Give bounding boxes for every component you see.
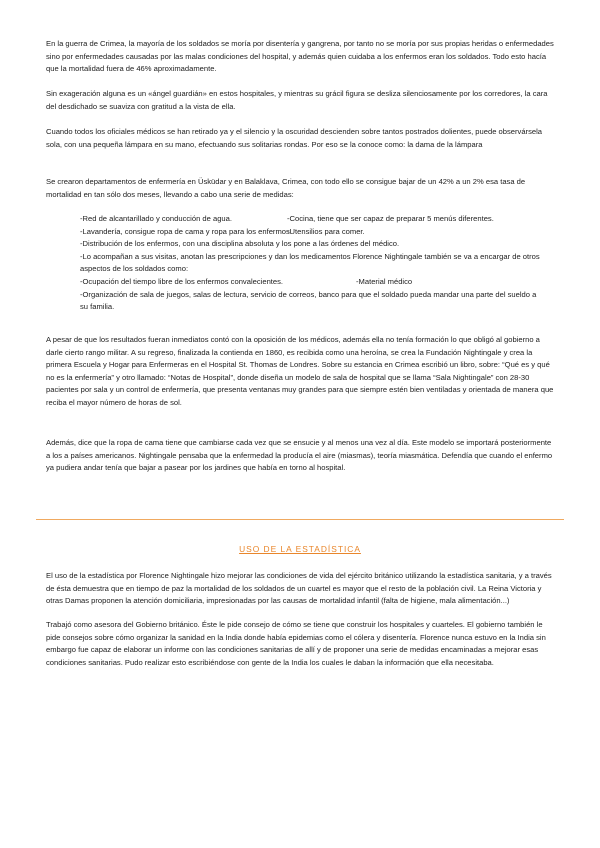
paragraph-opposition-return: A pesar de que los resultados fueran inmediatos contó con la oposición de los médicos, además ella no tenía formación lo que obligó al gobierno a darle cierto rango militar. A su regreso, finalizada la contienda en 1860, es recibida como una heroína, se crea la Fundación Nightingale y crea la primera Escuela y Hogar para Enfermeras en el Hospital St. Thomas de Londres. Sobre su estancia en Crimea escribió un libro, sobre: “Qué es y qué no es la enfermería” y otro llamado: “Notas de Hospital”, donde diseña un modelo de sala de hospital que se llama “Sala Nightingale” con 28-30 pacientes por sala y un control de enfermería, que presenta ventanas muy grandes para que siempre estén bien ventiladas y orientada de manera que reciba el mayor número de horas de sol. xyxy=(46,335,554,407)
measure-recreation: -Organización de sala de juegos, salas de lectura, servicio de correos, banco para que el soldado pueda mandar una parte del sueldo a su familia. xyxy=(80,289,537,312)
measure-laundry: -Lavandería, consigue ropa de cama y ropa para los enfermos. xyxy=(80,226,292,236)
list-item xyxy=(80,276,540,289)
measure-sewer: -Red de alcantarillado y conducción de agua. xyxy=(80,214,232,223)
paragraph-crimea-mortality: En la guerra de Crimea, la mayoría de los soldados se moría por disentería y gangrena, por tanto no se moría por sus propias heridas o enfermedades sino por enfermedades causadas por las malas condiciones del hospital, y además quien cuidaba a los enfermos eran los soldados. Todo esto hacía que la mortalidad fuera de 46% aproximadamente. xyxy=(46,39,554,74)
measure-kitchen: -Cocina, tiene que ser capaz de preparar 5 menús diferentes. xyxy=(287,214,494,223)
measure-visits: -Lo acompañan a sus visitas, anotan las prescripciones y dan los medicamentos Florence Nightingale también se va a encargar de otros aspectos de los soldados como: xyxy=(80,251,540,274)
paragraph-government-advisor: Trabajó como asesora del Gobierno británico. Éste le pide consejo de cómo se tiene que construir los hospitales y cuarteles. El gobierno también le pide consejos sobre cómo organizar la sanidad en la India donde había epidemias como el cólera y disentería. Florence nunca estuvo en la India sin embargo fue capaz de elaborar un informe con las condiciones sanitarias de allí y de proponer una serie de medidas encaminadas a mejorar esas condiciones sanitarias. Pudo realizar esto escribiéndose con gente de la India los cuales le daban la información que ella necesitaba. xyxy=(46,620,546,667)
measures-list xyxy=(80,213,540,314)
paragraph-guardian-angel: Sin exageración alguna es un «ángel guardián» en estos hospitales, y mientras su grácil figura se desliza silenciosamente por los corredores, la cara del desdichado se suaviza con gratitud a la vista de ella. xyxy=(46,89,548,111)
measure-utensils: -Utensilios para comer. xyxy=(287,226,365,236)
paragraph-lady-lamp: Cuando todos los oficiales médicos se han retirado ya y el silencio y la oscuridad descienden sobre tantos postrados dolientes, puede observársela sola, con una pequeña lámpara en su mano, efectuando sus solitarias rondas. Por eso se la conoce como: la dama de la lámpara xyxy=(46,127,542,149)
measure-distribution: -Distribución de los enfermos, con una disciplina absoluta y los pone a las órdenes del médico. xyxy=(80,239,400,249)
paragraph-statistics-use: El uso de la estadística por Florence Nightingale hizo mejorar las condiciones de vida del ejército británico utilizando la estadística sanitaria, y a través de ésta demuestra que en tiempo de paz la mortalidad de los soldados de un cuartel es mayor que el resto de la población civil. La Reina Victoria y otras Damas proponen la atención domiciliaria, impresionadas por las causas de mortalidad infantil (falta de higiene, mala alimentación...) xyxy=(46,571,552,606)
measure-free-time: -Ocupación del tiempo libre de los enfermos convalecientes. xyxy=(80,276,284,286)
paragraph-nursing-departments: Se crearon departamentos de enfermería en Üsküdar y en Balaklava, Crimea, con todo ello se consigue bajar de un 42% a un 2% esa tasa de mortalidad en tan sólo dos meses, llevando a cabo una serie de medidas: xyxy=(46,177,526,199)
list-item xyxy=(80,226,540,239)
paragraph-bedding-miasma: Además, dice que la ropa de cama tiene que cambiarse cada vez que se ensucie y al menos una vez al día. Este modelo se importará posteriormente a los a países americanos. Nightingale pensaba que la enfermedad la producía el aire (miasmas), teoría miasmática. Defendía que cuando el enfermo ya pudiera andar tenía que bajar a pasear por los jardines que había en torno al hospital. xyxy=(46,438,553,473)
section-divider xyxy=(36,519,564,520)
measure-medical-material: -Material médico xyxy=(356,276,413,286)
section-title-statistics: USO DE LA ESTADÍSTICA xyxy=(239,544,361,554)
list-item xyxy=(80,213,540,226)
